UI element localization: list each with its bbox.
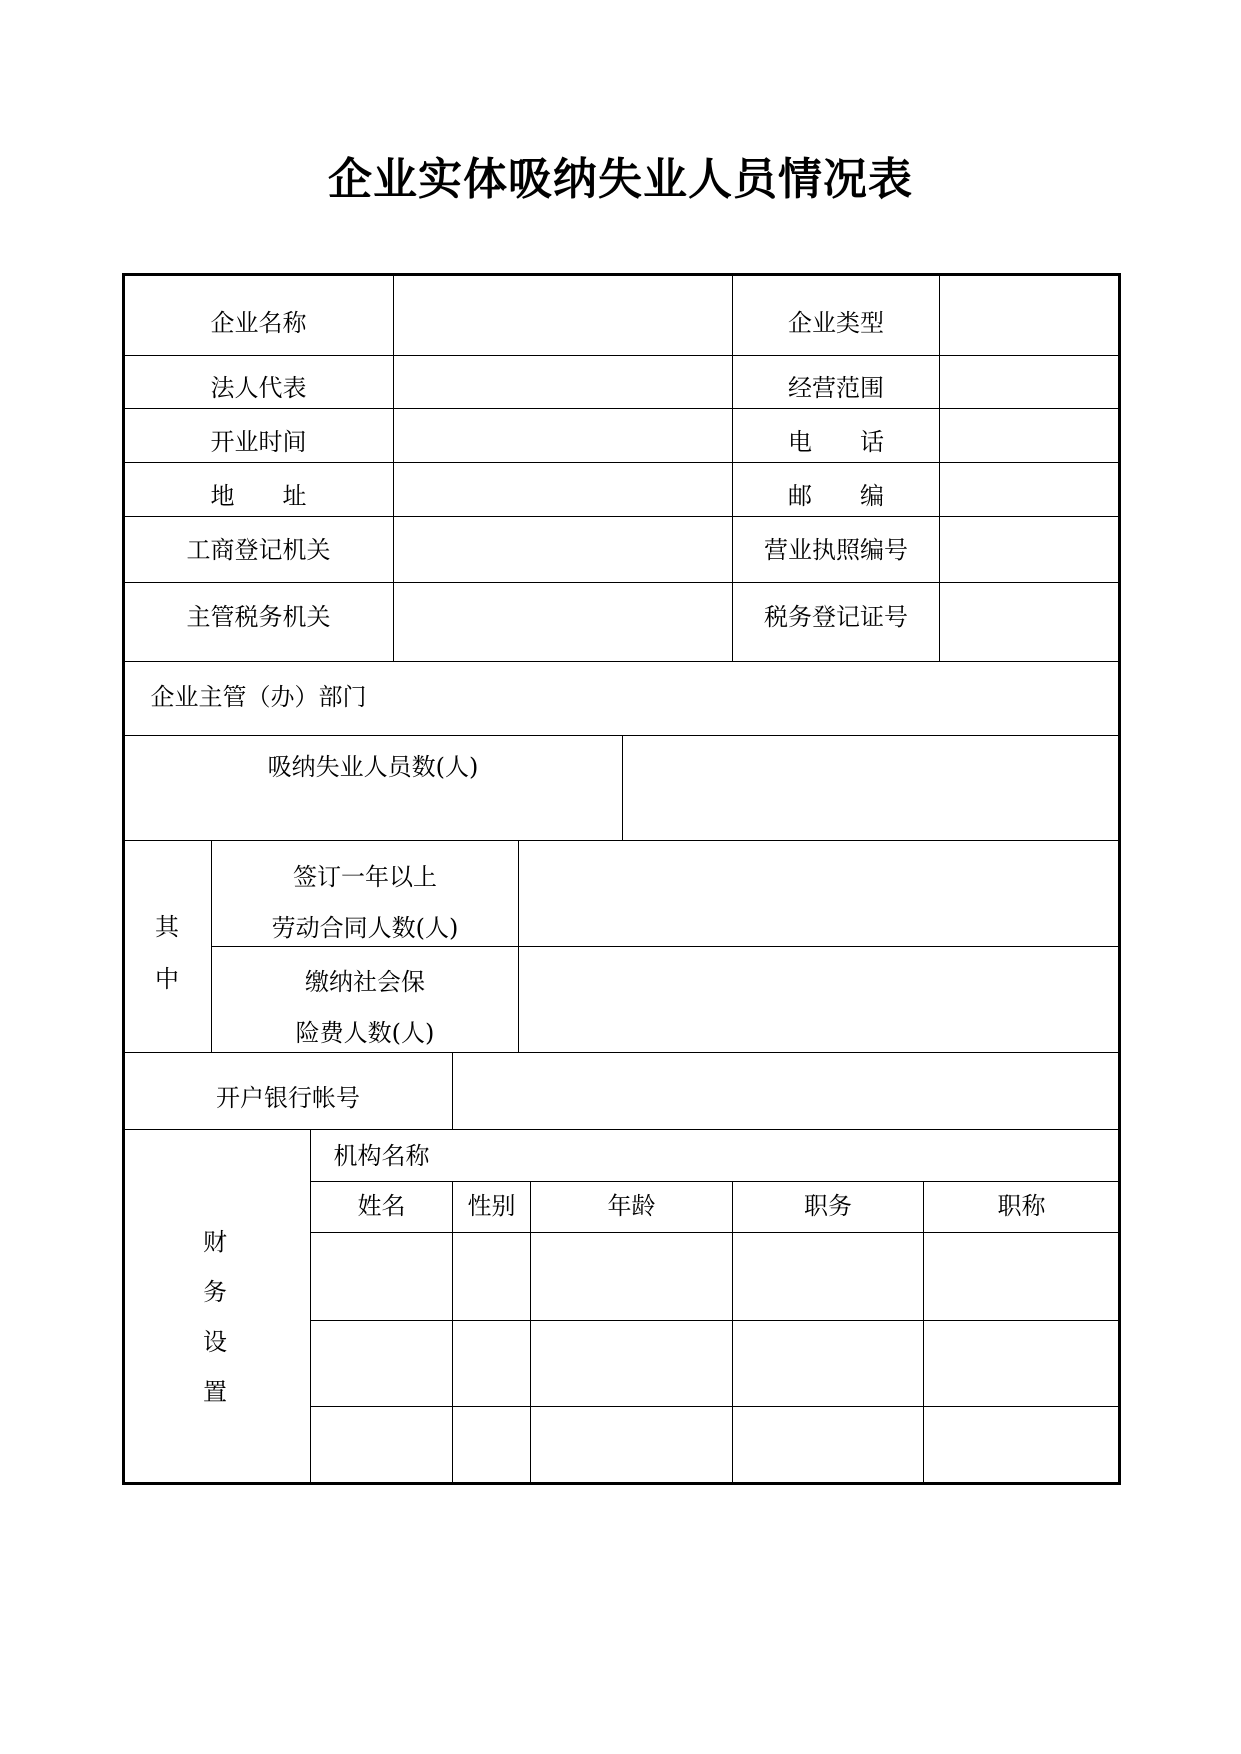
- column-header-name: 姓名: [357, 1192, 406, 1220]
- label-company-type: 企业类型: [788, 309, 884, 337]
- label-org-name: 机构名称: [333, 1142, 430, 1170]
- label-among-2: 中: [155, 965, 179, 993]
- column-header-title: 职称: [997, 1192, 1046, 1220]
- row-divider: [310, 1232, 1121, 1233]
- label-finance-3: 设: [203, 1328, 227, 1356]
- label-bank-account: 开户银行帐号: [216, 1084, 360, 1112]
- label-phone: 电 话: [788, 428, 884, 456]
- column-header-age: 年龄: [607, 1192, 656, 1220]
- col-divider: [530, 1181, 531, 1483]
- row-divider: [122, 516, 1121, 517]
- row-divider: [122, 840, 1121, 841]
- row-divider: [122, 355, 1121, 356]
- label-opening-date: 开业时间: [210, 428, 307, 456]
- label-finance-2: 务: [203, 1278, 227, 1306]
- row-divider: [122, 1129, 1121, 1130]
- row-divider: [310, 1406, 1121, 1407]
- row-divider: [122, 661, 1121, 662]
- label-social-insurance-line2: 险费人数(人): [295, 1019, 435, 1047]
- label-business-scope: 经营范围: [788, 374, 884, 402]
- row-divider: [122, 582, 1121, 583]
- row-divider: [122, 408, 1121, 409]
- label-registration-authority: 工商登记机关: [186, 536, 331, 564]
- col-divider: [732, 1181, 733, 1483]
- column-header-position: 职务: [804, 1192, 852, 1220]
- col-divider: [518, 840, 519, 1052]
- label-tax-authority: 主管税务机关: [186, 603, 331, 631]
- label-finance-1: 财: [203, 1228, 227, 1256]
- label-postcode: 邮 编: [788, 482, 884, 510]
- row-divider: [310, 1181, 1121, 1182]
- col-divider: [452, 1052, 453, 1129]
- row-divider: [310, 1320, 1121, 1321]
- label-contract-line1: 签订一年以上: [293, 863, 437, 891]
- page-title: 企业实体吸纳失业人员情况表: [328, 154, 913, 205]
- label-contract-line2: 劳动合同人数(人): [271, 914, 459, 942]
- col-divider: [310, 1129, 311, 1483]
- label-among-1: 其: [155, 913, 179, 941]
- label-license-number: 营业执照编号: [764, 536, 908, 564]
- col-divider: [923, 1181, 924, 1483]
- col-divider: [393, 275, 394, 661]
- label-tax-reg-number: 税务登记证号: [764, 603, 908, 631]
- row-divider: [211, 946, 1121, 947]
- label-legal-rep: 法人代表: [210, 374, 307, 402]
- label-company-name: 企业名称: [210, 309, 307, 337]
- col-divider: [622, 735, 623, 840]
- label-finance-4: 置: [203, 1378, 227, 1406]
- row-divider: [122, 462, 1121, 463]
- row-divider: [122, 1052, 1121, 1053]
- col-divider: [939, 275, 940, 661]
- label-unemployed-absorbed: 吸纳失业人员数(人): [267, 753, 479, 781]
- label-address: 地 址: [210, 482, 307, 510]
- label-supervisor-dept: 企业主管（办）部门: [150, 683, 367, 711]
- label-social-insurance-line1: 缴纳社会保: [305, 968, 425, 996]
- col-divider: [452, 1181, 453, 1483]
- column-header-gender: 性别: [467, 1192, 516, 1220]
